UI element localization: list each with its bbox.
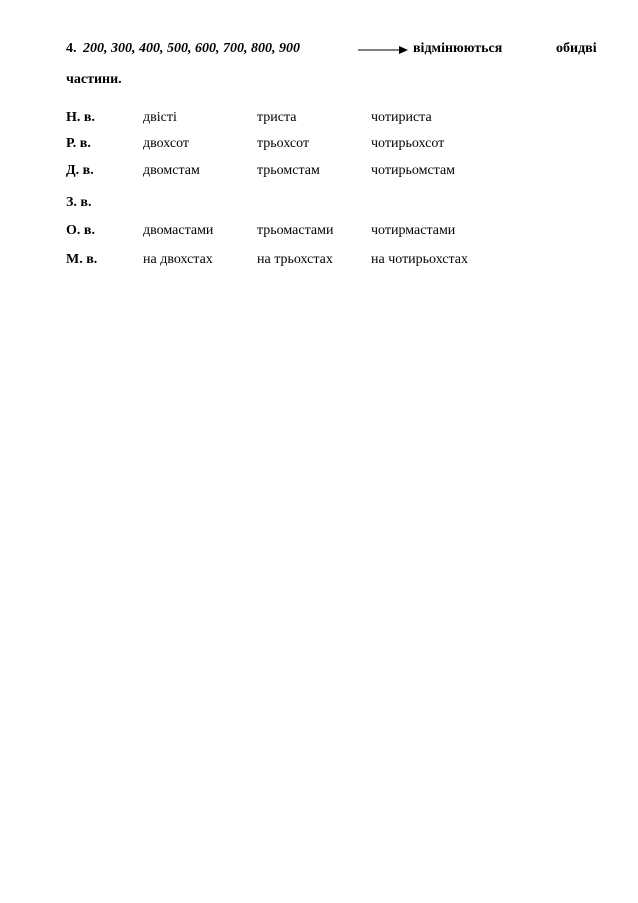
form-300: трьомастами [257, 223, 334, 238]
case-label: З. в. [66, 195, 92, 210]
declension-row [66, 136, 586, 156]
verb-text: відмінюються [413, 41, 503, 56]
case-label: Д. в. [66, 163, 94, 178]
heading-continuation: частини. [66, 72, 122, 87]
form-400: чотирьомстам [371, 163, 456, 178]
declension-row [66, 223, 586, 243]
case-label: М. в. [66, 252, 98, 267]
declension-row [66, 252, 586, 272]
declension-row [66, 163, 586, 183]
form-300: трьомстам [257, 163, 320, 178]
numerals-list: 200, 300, 400, 500, 600, 700, 800, 900 [83, 41, 300, 56]
form-400: чотирьохсот [371, 136, 445, 151]
case-label: Н. в. [66, 110, 95, 125]
case-label: Р. в. [66, 136, 91, 151]
form-400: на чотирьохстах [371, 252, 469, 267]
form-200: двісті [143, 110, 177, 125]
form-200: двомстам [143, 163, 200, 178]
declension-row [66, 110, 586, 130]
item-number: 4. [66, 41, 77, 56]
case-label: О. в. [66, 223, 95, 238]
form-200: двохсот [143, 136, 190, 151]
both-text: обидві [556, 41, 597, 56]
declension-row [66, 195, 586, 215]
form-200: на двохстах [143, 252, 213, 267]
rule-heading [66, 41, 610, 61]
form-400: чотириста [371, 110, 432, 125]
form-300: триста [257, 110, 297, 125]
right-arrow-icon [358, 44, 408, 56]
form-200: двомастами [143, 223, 214, 238]
form-400: чотирмастами [371, 223, 456, 238]
form-300: на трьохстах [257, 252, 333, 267]
form-300: трьохсот [257, 136, 310, 151]
